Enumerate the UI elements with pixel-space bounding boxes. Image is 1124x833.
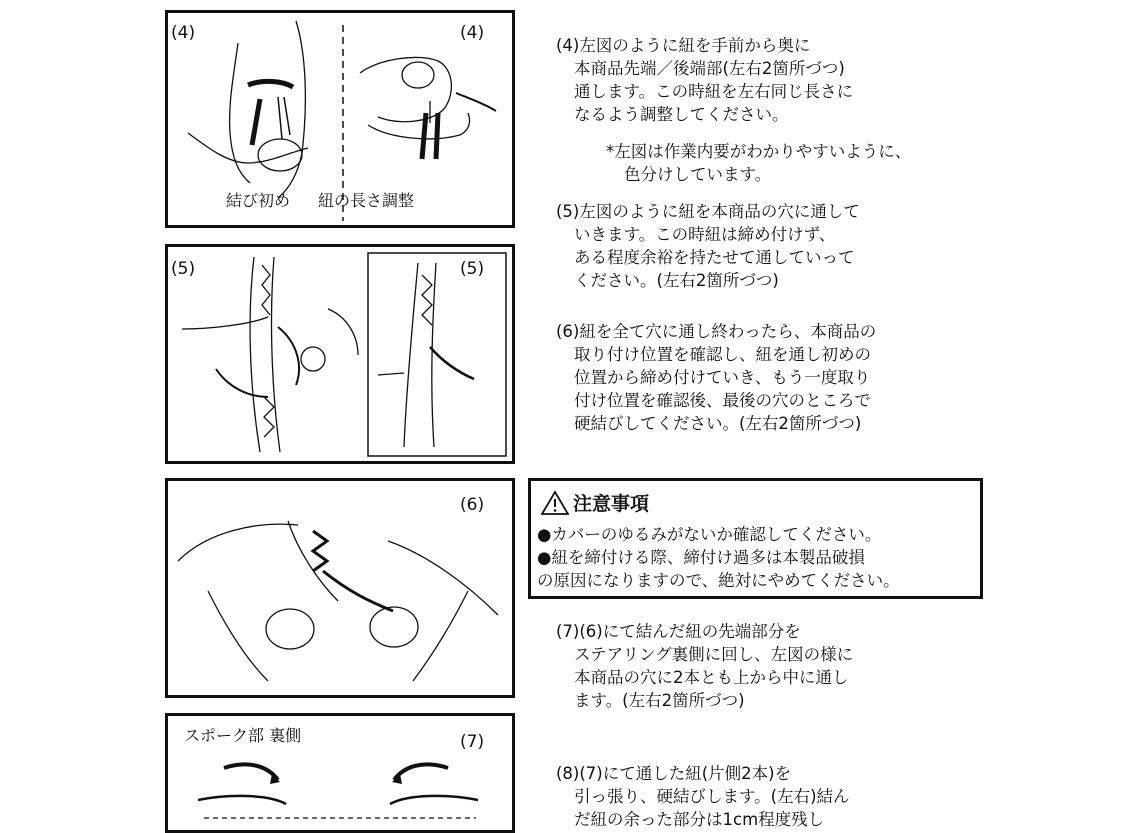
step-8-text: (8)(7)にて通した紐(片側2本)を 引っ張り、硬結びします。(左右)結ん だ紐の余った部分は1cm程度残し bbox=[556, 764, 850, 829]
step-4-note: *左図は作業内要がわかりやすいように、 色分けしています。 bbox=[606, 142, 912, 184]
step-4-caption-start: 結び初め bbox=[226, 191, 291, 210]
warning-icon bbox=[541, 490, 569, 516]
illustration-step-5 bbox=[165, 244, 515, 464]
step-4-text: (4)左図のように紐を手前から奥に 本商品先端／後端部(左右2箇所づつ) 通します。この時紐を左右同じ長さに なるよう調整してください。 bbox=[556, 36, 854, 124]
illustration-step-4 bbox=[165, 10, 515, 228]
illustration-step-7 bbox=[165, 713, 515, 833]
step-4-label-left: (4) bbox=[171, 23, 196, 43]
step-5-drawing bbox=[168, 247, 512, 461]
step-7-label: (7) bbox=[460, 732, 485, 752]
caution-title: 注意事項 bbox=[573, 493, 650, 515]
step-6-text: (6)紐を全て穴に通し終わったら、本商品の 取り付け位置を確認し、紐を通し初めの 位置から締め付けていき、もう一度取り 付け位置を確認後、最後の穴のところで 硬結びしてください。(左右2箇所づつ) bbox=[556, 322, 877, 433]
caution-box bbox=[528, 478, 983, 599]
illustration-step-6 bbox=[165, 478, 515, 698]
step-6-label: (6) bbox=[460, 495, 485, 515]
step-7-caption: スポーク部 裏側 bbox=[184, 726, 302, 745]
step-5-label-left: (5) bbox=[171, 259, 196, 279]
step-4-caption-adjust: 紐の長さ調整 bbox=[318, 191, 415, 210]
caution-body: ●カバーのゆるみがないか確認してください。 ●紐を締付ける際、締付け過多は本製品破損 の原因になりますので、絶対にやめてください。 bbox=[537, 525, 900, 590]
step-5-label-right: (5) bbox=[460, 259, 485, 279]
step-7-text: (7)(6)にて結んだ紐の先端部分を ステアリング裏側に回し、左図の様に 本商品の穴に2本とも上から中に通し ます。(左右2箇所づつ) bbox=[556, 622, 854, 710]
step-4-label-right: (4) bbox=[460, 23, 485, 43]
step-5-text: (5)左図のように紐を本商品の穴に通して いきます。この時紐は締め付けず、 ある程度余裕を持たせて通していって ください。(左右2箇所づつ) bbox=[556, 202, 860, 290]
